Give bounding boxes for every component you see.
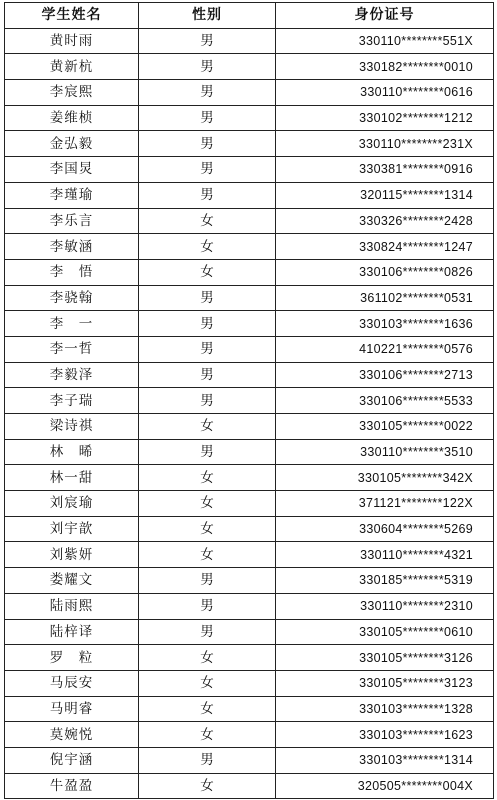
table-row: [5, 311, 494, 337]
table-row: [5, 388, 494, 414]
table-row: [5, 516, 494, 542]
student-name-cell: 牛盈盈: [5, 773, 139, 799]
id-number-cell: 320505********004X: [276, 773, 494, 799]
id-number-cell: 361102********0531: [276, 285, 494, 311]
student-name-cell: 李乐言: [5, 208, 139, 234]
column-header-id: 身份证号: [276, 3, 494, 29]
table-row: [5, 593, 494, 619]
id-number-cell: 330106********0826: [276, 259, 494, 285]
gender-cell: 男: [139, 388, 276, 414]
gender-cell: 男: [139, 28, 276, 54]
table-row: [5, 54, 494, 80]
student-name-cell: 李宸熙: [5, 80, 139, 106]
gender-cell: 男: [139, 105, 276, 131]
student-name-cell: 刘宸瑜: [5, 491, 139, 517]
table-row: [5, 336, 494, 362]
student-name-cell: 马明睿: [5, 696, 139, 722]
table-row: [5, 414, 494, 440]
student-name-cell: 李国炅: [5, 157, 139, 183]
student-name-cell: 金弘毅: [5, 131, 139, 157]
gender-cell: 女: [139, 414, 276, 440]
gender-cell: 男: [139, 362, 276, 388]
gender-cell: 男: [139, 182, 276, 208]
table-row: [5, 182, 494, 208]
gender-cell: 女: [139, 645, 276, 671]
table-row: [5, 105, 494, 131]
student-name-cell: 梁诗祺: [5, 414, 139, 440]
id-number-cell: 330110********0616: [276, 80, 494, 106]
table-row: [5, 439, 494, 465]
gender-cell: 女: [139, 259, 276, 285]
table-row: [5, 208, 494, 234]
column-header-gender: 性别: [139, 3, 276, 29]
gender-cell: 女: [139, 465, 276, 491]
table-row: [5, 542, 494, 568]
student-name-cell: 娄耀文: [5, 568, 139, 594]
gender-cell: 男: [139, 568, 276, 594]
gender-cell: 男: [139, 80, 276, 106]
student-name-cell: 刘宇歆: [5, 516, 139, 542]
table-row: [5, 722, 494, 748]
student-roster-sheet: [4, 2, 493, 798]
id-number-cell: 330102********1212: [276, 105, 494, 131]
gender-cell: 男: [139, 619, 276, 645]
header-row: [5, 3, 494, 29]
id-number-cell: 330110********551X: [276, 28, 494, 54]
table-row: [5, 465, 494, 491]
table-row: [5, 259, 494, 285]
id-number-cell: 330103********1623: [276, 722, 494, 748]
student-name-cell: 刘紫妍: [5, 542, 139, 568]
id-number-cell: 330103********1314: [276, 747, 494, 773]
student-name-cell: 马辰安: [5, 670, 139, 696]
gender-cell: 男: [139, 439, 276, 465]
student-name-cell: 黄时雨: [5, 28, 139, 54]
gender-cell: 男: [139, 747, 276, 773]
student-name-cell: 李毅泽: [5, 362, 139, 388]
id-number-cell: 330105********0610: [276, 619, 494, 645]
gender-cell: 男: [139, 157, 276, 183]
id-number-cell: 330182********0010: [276, 54, 494, 80]
table-row: [5, 285, 494, 311]
table-row: [5, 696, 494, 722]
id-number-cell: 330604********5269: [276, 516, 494, 542]
id-number-cell: 330110********231X: [276, 131, 494, 157]
student-name-cell: 莫婉悦: [5, 722, 139, 748]
table-row: [5, 773, 494, 799]
student-name-cell: 陆雨熙: [5, 593, 139, 619]
table-row: [5, 619, 494, 645]
student-name-cell: 黄新杭: [5, 54, 139, 80]
student-name-cell: 陆梓译: [5, 619, 139, 645]
student-name-cell: 李敏涵: [5, 234, 139, 260]
id-number-cell: 330381********0916: [276, 157, 494, 183]
id-number-cell: 330105********3126: [276, 645, 494, 671]
gender-cell: 女: [139, 696, 276, 722]
id-number-cell: 330105********3123: [276, 670, 494, 696]
gender-cell: 男: [139, 54, 276, 80]
gender-cell: 男: [139, 311, 276, 337]
id-number-cell: 330103********1328: [276, 696, 494, 722]
table-row: [5, 491, 494, 517]
table-row: [5, 747, 494, 773]
student-name-cell: 姜维桢: [5, 105, 139, 131]
id-number-cell: 330105********0022: [276, 414, 494, 440]
id-number-cell: 371121********122X: [276, 491, 494, 517]
gender-cell: 女: [139, 208, 276, 234]
id-number-cell: 330106********2713: [276, 362, 494, 388]
student-name-cell: 罗 粒: [5, 645, 139, 671]
gender-cell: 女: [139, 773, 276, 799]
gender-cell: 男: [139, 336, 276, 362]
student-name-cell: 林一甜: [5, 465, 139, 491]
table-row: [5, 670, 494, 696]
id-number-cell: 330105********342X: [276, 465, 494, 491]
student-name-cell: 林 晞: [5, 439, 139, 465]
id-number-cell: 330110********4321: [276, 542, 494, 568]
gender-cell: 女: [139, 670, 276, 696]
id-number-cell: 330185********5319: [276, 568, 494, 594]
table-row: [5, 28, 494, 54]
column-header-name: 学生姓名: [5, 3, 139, 29]
id-number-cell: 330110********3510: [276, 439, 494, 465]
table-row: [5, 80, 494, 106]
gender-cell: 男: [139, 131, 276, 157]
id-number-cell: 410221********0576: [276, 336, 494, 362]
student-name-cell: 李子瑞: [5, 388, 139, 414]
id-number-cell: 330110********2310: [276, 593, 494, 619]
gender-cell: 女: [139, 516, 276, 542]
table-row: [5, 362, 494, 388]
student-name-cell: 李 一: [5, 311, 139, 337]
table-row: [5, 157, 494, 183]
student-name-cell: 李瑾瑜: [5, 182, 139, 208]
roster-body: [5, 28, 494, 799]
student-name-cell: 李骁翰: [5, 285, 139, 311]
table-row: [5, 568, 494, 594]
gender-cell: 男: [139, 285, 276, 311]
table-row: [5, 234, 494, 260]
gender-cell: 女: [139, 491, 276, 517]
id-number-cell: 330824********1247: [276, 234, 494, 260]
gender-cell: 男: [139, 593, 276, 619]
table-row: [5, 645, 494, 671]
id-number-cell: 330326********2428: [276, 208, 494, 234]
gender-cell: 女: [139, 722, 276, 748]
id-number-cell: 330103********1636: [276, 311, 494, 337]
student-name-cell: 倪宇涵: [5, 747, 139, 773]
gender-cell: 女: [139, 542, 276, 568]
id-number-cell: 330106********5533: [276, 388, 494, 414]
id-number-cell: 320115********1314: [276, 182, 494, 208]
student-name-cell: 李 悟: [5, 259, 139, 285]
student-roster-table: [4, 2, 494, 799]
student-name-cell: 李一哲: [5, 336, 139, 362]
gender-cell: 女: [139, 234, 276, 260]
table-row: [5, 131, 494, 157]
